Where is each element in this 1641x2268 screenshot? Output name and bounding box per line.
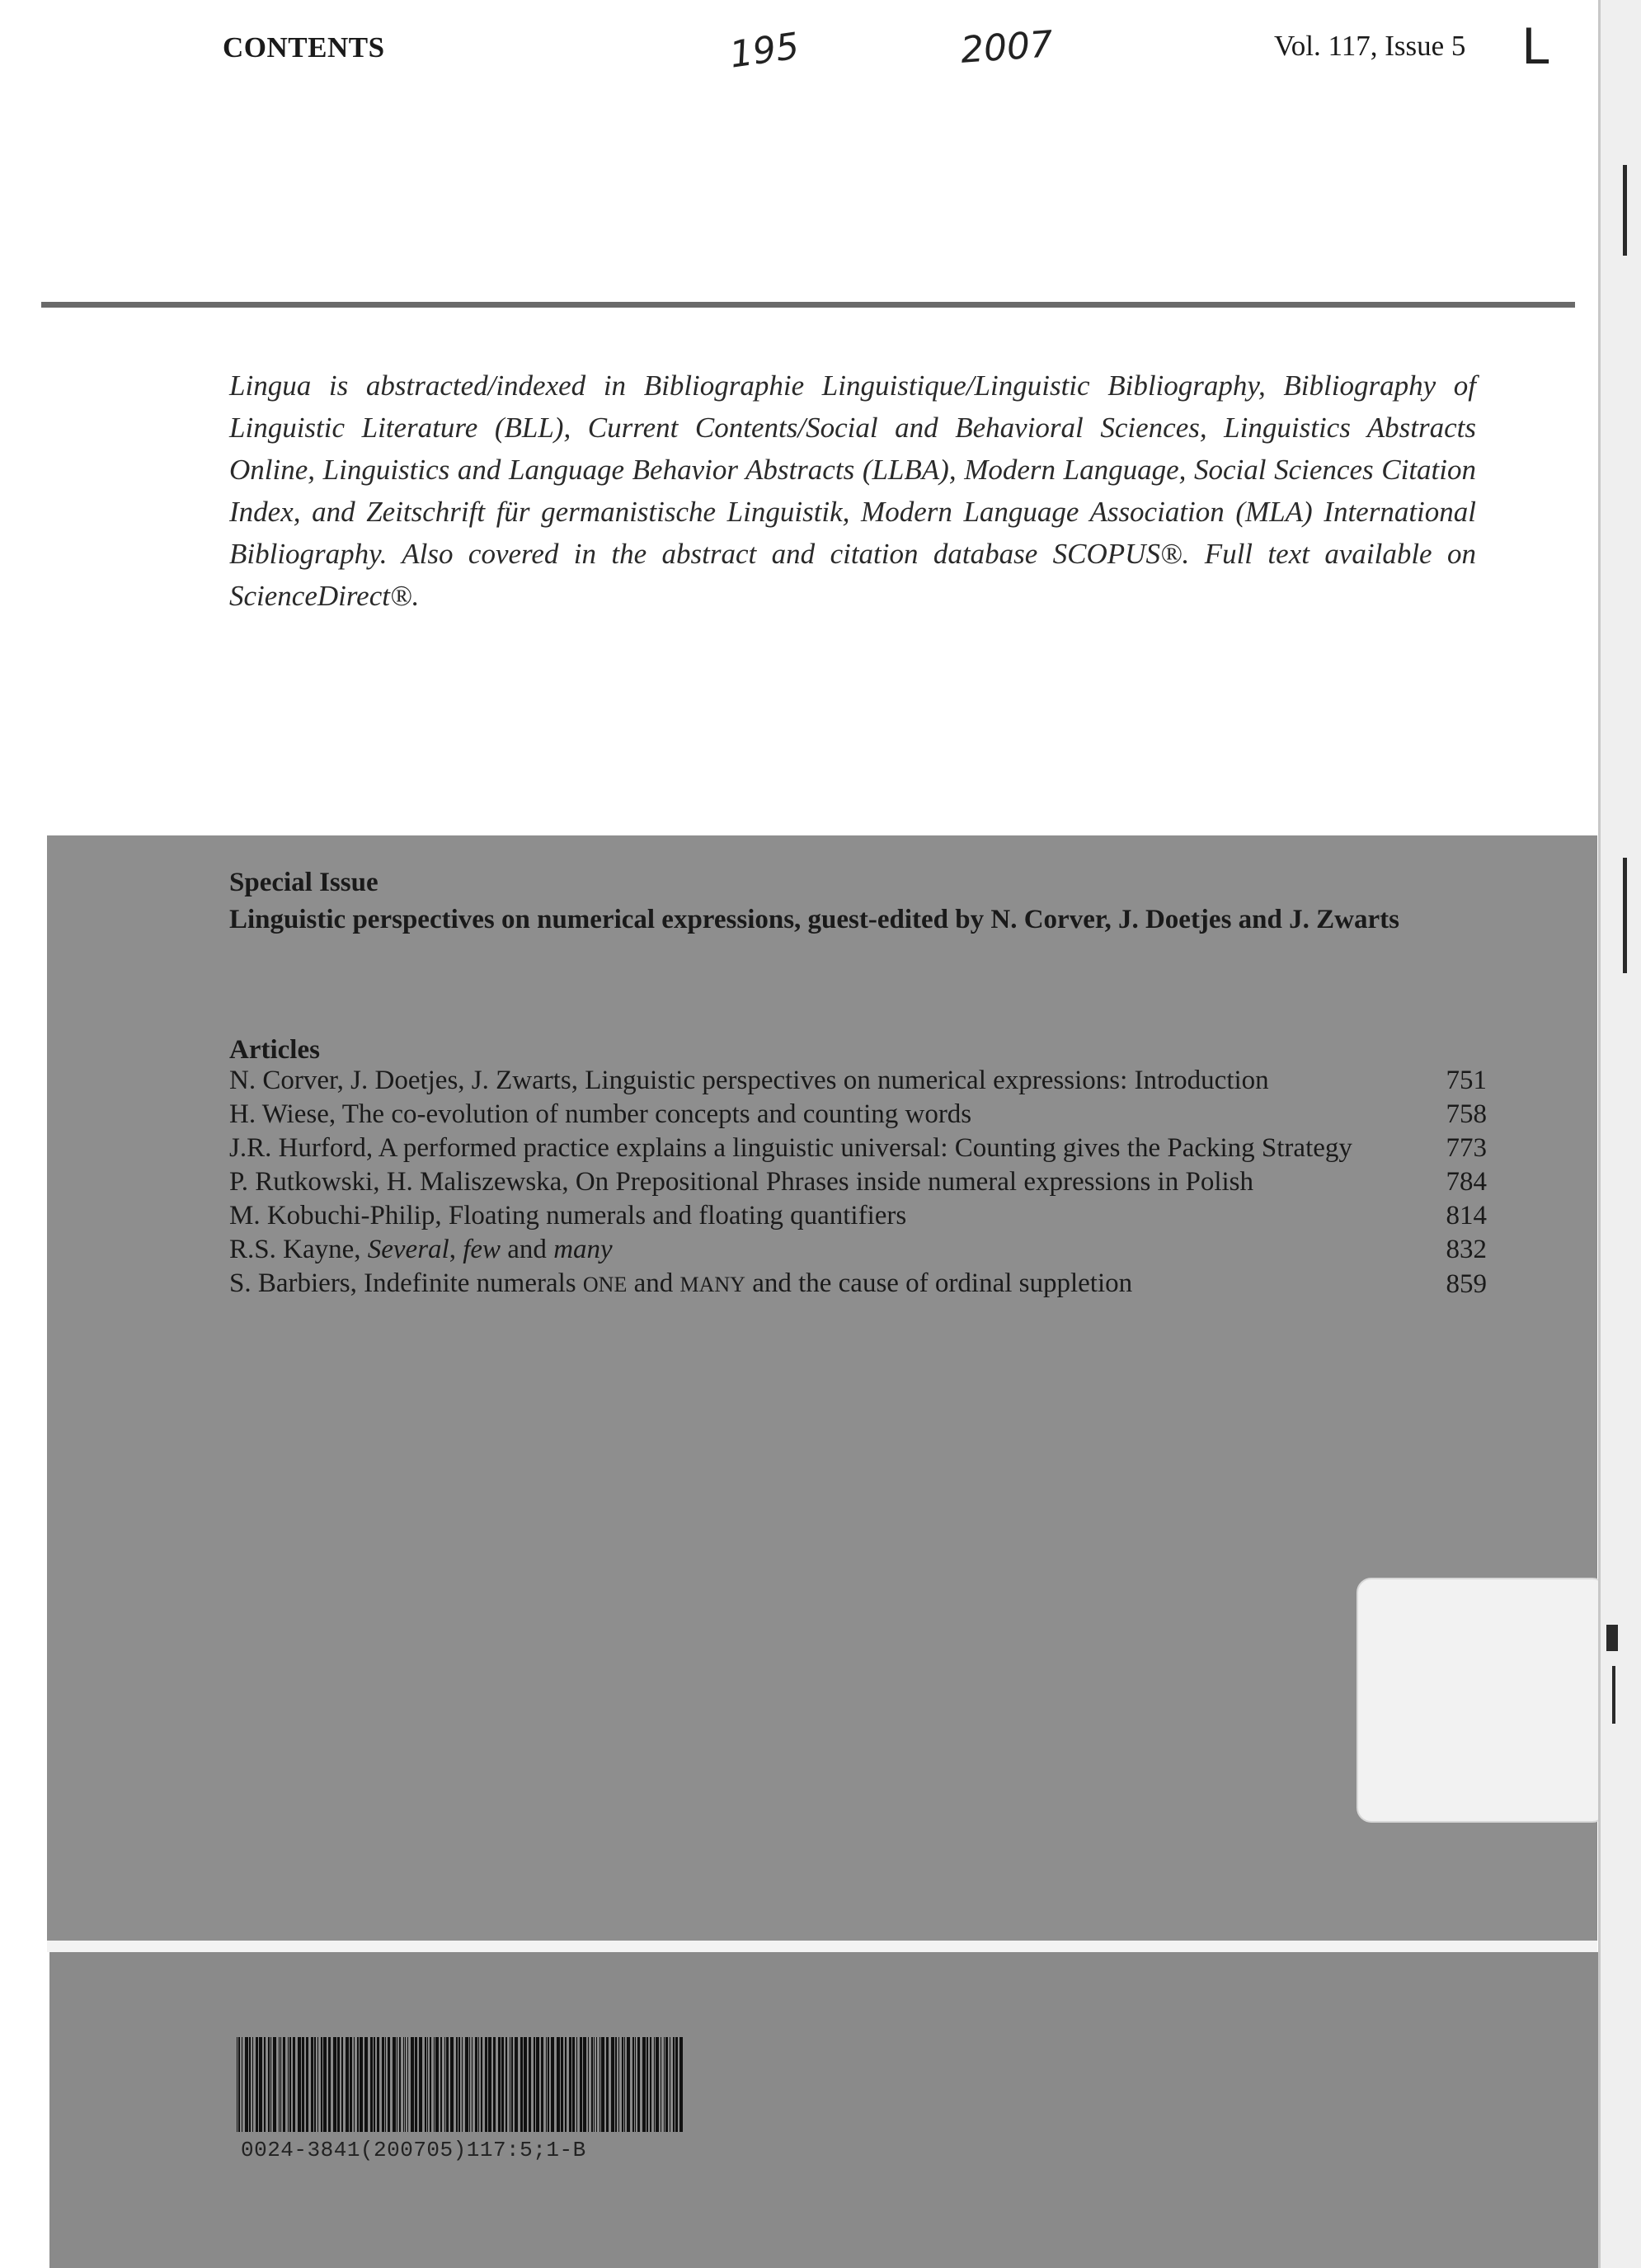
barcode-bar xyxy=(580,2037,582,2132)
barcode-bar xyxy=(444,2037,445,2132)
barcode-bar xyxy=(485,2037,487,2132)
contents-heading: CONTENTS xyxy=(223,31,385,64)
barcode-bar xyxy=(328,2037,331,2132)
article-entry[interactable] xyxy=(229,1064,1487,1098)
barcode-bar xyxy=(354,2037,355,2132)
barcode-bar xyxy=(430,2037,431,2132)
barcode-bar xyxy=(551,2037,554,2132)
barcode-bar xyxy=(388,2037,390,2132)
barcode-bar xyxy=(450,2037,454,2132)
barcode-bar xyxy=(289,2037,291,2132)
barcode-bar xyxy=(446,2037,449,2132)
barcode-bar xyxy=(462,2037,463,2132)
barcode-bar xyxy=(583,2037,586,2132)
barcode-bar xyxy=(557,2037,560,2132)
article-title: J.R. Hurford, A performed practice explains a linguistic universal: Counting gives the Packing Strategy xyxy=(229,1133,1352,1163)
barcode-bar xyxy=(288,2037,289,2132)
article-title: N. Corver, J. Doetjes, J. Zwarts, Linguistic perspectives on numerical expressions: Introduction xyxy=(229,1066,1269,1095)
barcode-bar xyxy=(270,2037,271,2132)
barcode-bar xyxy=(411,2037,414,2132)
article-entry[interactable] xyxy=(229,1098,1487,1132)
article-page: 814 xyxy=(1446,1201,1487,1230)
barcode-bar xyxy=(415,2037,417,2132)
barcode-bar xyxy=(280,2037,281,2132)
barcode-bar xyxy=(337,2037,340,2132)
barcode-bar xyxy=(615,2037,617,2132)
barcode-bar xyxy=(493,2037,496,2132)
article-title: H. Wiese, The co-evolution of number concepts and counting words xyxy=(229,1099,972,1129)
barcode-bar xyxy=(520,2037,523,2132)
library-label-sticker xyxy=(1357,1578,1607,1823)
barcode-bar xyxy=(588,2037,589,2132)
panel-divider xyxy=(47,1941,1597,1952)
barcode-bar xyxy=(333,2037,336,2132)
barcode-bar xyxy=(650,2037,651,2132)
barcode-bar xyxy=(399,2037,401,2132)
barcode-bar xyxy=(419,2037,422,2132)
barcode-bar xyxy=(427,2037,428,2132)
barcode-bar xyxy=(317,2037,318,2132)
barcode-bar xyxy=(465,2037,468,2132)
barcode-bar xyxy=(382,2037,384,2132)
barcode-bar xyxy=(323,2037,327,2132)
barcode-bar xyxy=(360,2037,363,2132)
barcode-bar xyxy=(511,2037,513,2132)
barcode-bar xyxy=(632,2037,634,2132)
barcode-bar xyxy=(505,2037,507,2132)
barcode-bar xyxy=(478,2037,479,2132)
barcode-bar xyxy=(561,2037,563,2132)
barcode-bar xyxy=(268,2037,270,2132)
barcode-bar xyxy=(569,2037,571,2132)
barcode-bar xyxy=(536,2037,539,2132)
barcode-bar xyxy=(635,2037,636,2132)
barcode-bar xyxy=(407,2037,408,2132)
special-issue-label: Special Issue xyxy=(229,868,379,897)
barcode-bar xyxy=(435,2037,439,2132)
barcode-bar xyxy=(259,2037,262,2132)
barcode-bar xyxy=(314,2037,316,2132)
spine-mark xyxy=(1623,165,1627,256)
barcode-bar xyxy=(665,2037,668,2132)
volume-issue: Vol. 117, Issue 5 xyxy=(1274,30,1466,62)
barcode-bar xyxy=(501,2037,504,2132)
article-page: 773 xyxy=(1446,1133,1487,1163)
barcode-bar xyxy=(541,2037,543,2132)
barcode-bar xyxy=(546,2037,547,2132)
header-divider xyxy=(41,302,1575,308)
barcode-bar xyxy=(591,2037,593,2132)
handwritten-note: 2007 xyxy=(959,23,1055,72)
barcode-bar xyxy=(654,2037,655,2132)
barcode-bar xyxy=(601,2037,604,2132)
barcode-bar xyxy=(346,2037,349,2132)
barcode-bar xyxy=(279,2037,280,2132)
article-page: 784 xyxy=(1446,1167,1487,1197)
barcode-bar xyxy=(565,2037,567,2132)
barcode-bar xyxy=(534,2037,535,2132)
barcode-bar xyxy=(298,2037,301,2132)
indexing-note: Lingua is abstracted/indexed in Bibliographie Linguistique/Linguistic Bibliography, Bibliography of Linguistic Literature (BLL), Current Contents/Social and Behavioral Sciences, Linguistics Abstracts Online, Linguistics and Language Behavior Abstracts (LLBA), Modern Language, Social Sciences Citation Index, and Zeitschrift für germanistische Linguistik, Modern Language Association (MLA) International Bibliography. Also covered in the abstract and citation database SCOPUS®. Full text available on ScienceDirect®. xyxy=(229,369,1476,612)
barcode-bar xyxy=(252,2037,253,2132)
barcode-bar xyxy=(458,2037,460,2132)
barcode xyxy=(237,2037,686,2132)
barcode-bar xyxy=(302,2037,304,2132)
spine-edge xyxy=(1598,0,1641,2268)
barcode-bar xyxy=(611,2037,614,2132)
barcode-bar xyxy=(425,2037,426,2132)
article-page: 832 xyxy=(1446,1235,1487,1264)
barcode-bar xyxy=(622,2037,623,2132)
barcode-bar xyxy=(341,2037,343,2132)
barcode-bar xyxy=(456,2037,458,2132)
barcode-bar xyxy=(306,2037,308,2132)
article-title: R.S. Kayne, Several, few and many xyxy=(229,1235,613,1264)
barcode-bar xyxy=(679,2037,683,2132)
barcode-bar xyxy=(481,2037,482,2132)
article-entry[interactable] xyxy=(229,1132,1487,1165)
barcode-bar xyxy=(673,2037,675,2132)
article-entry[interactable] xyxy=(229,1233,1487,1267)
article-list xyxy=(229,1064,1487,1301)
barcode-bar xyxy=(642,2037,646,2132)
barcode-bar xyxy=(576,2037,577,2132)
barcode-bar xyxy=(238,2037,240,2132)
barcode-bar xyxy=(311,2037,313,2132)
barcode-bar xyxy=(529,2037,531,2132)
barcode-bar xyxy=(618,2037,619,2132)
article-title: S. Barbiers, Indefinite numerals ONE and MANY and the cause of ordinal suppletion xyxy=(229,1268,1133,1298)
barcode-bar xyxy=(374,2037,375,2132)
barcode-bar xyxy=(357,2037,359,2132)
barcode-bar xyxy=(364,2037,368,2132)
barcode-number: 0024-3841(200705)117:5;1-B xyxy=(241,2138,586,2162)
handwritten-note: L xyxy=(1521,18,1549,76)
barcode-bar xyxy=(393,2037,396,2132)
barcode-bar xyxy=(273,2037,276,2132)
barcode-bar xyxy=(293,2037,295,2132)
special-issue-title: Linguistic perspectives on numerical expressions, guest-edited by N. Corver, J. Doetjes and J. Zwarts xyxy=(229,905,1399,934)
spine-mark xyxy=(1623,858,1627,973)
barcode-bar xyxy=(469,2037,470,2132)
barcode-bar xyxy=(515,2037,518,2132)
barcode-bar xyxy=(548,2037,549,2132)
article-entry[interactable] xyxy=(229,1165,1487,1199)
barcode-bar xyxy=(283,2037,285,2132)
barcode-bar xyxy=(498,2037,501,2132)
barcode-bar xyxy=(403,2037,404,2132)
barcode-bar xyxy=(637,2037,640,2132)
barcode-bar xyxy=(472,2037,473,2132)
articles-heading: Articles xyxy=(229,1035,320,1065)
barcode-bar xyxy=(488,2037,491,2132)
article-title: M. Kobuchi-Philip, Floating numerals and floating quantifiers xyxy=(229,1201,907,1230)
barcode-bar xyxy=(264,2037,266,2132)
barcode-bar xyxy=(350,2037,352,2132)
barcode-bar xyxy=(440,2037,442,2132)
article-title: P. Rutkowski, H. Maliszewska, On Prepositional Phrases inside numeral expressions in Polish xyxy=(229,1167,1254,1197)
barcode-bar xyxy=(647,2037,648,2132)
article-entry[interactable] xyxy=(229,1199,1487,1233)
article-page: 751 xyxy=(1446,1066,1487,1095)
article-entry[interactable] xyxy=(229,1267,1487,1301)
barcode-bar xyxy=(664,2037,665,2132)
barcode-bar xyxy=(377,2037,379,2132)
barcode-bar xyxy=(656,2037,659,2132)
article-page: 859 xyxy=(1446,1269,1487,1299)
barcode-bar xyxy=(624,2037,625,2132)
barcode-bar xyxy=(245,2037,248,2132)
spine-mark xyxy=(1606,1625,1618,1651)
barcode-bar xyxy=(675,2037,678,2132)
barcode-bar xyxy=(524,2037,527,2132)
barcode-bar xyxy=(321,2037,322,2132)
spine-mark xyxy=(1612,1666,1615,1724)
barcode-bar xyxy=(596,2037,597,2132)
barcode-bar xyxy=(475,2037,477,2132)
barcode-bar xyxy=(606,2037,609,2132)
barcode-bar xyxy=(434,2037,435,2132)
barcode-bar xyxy=(594,2037,595,2132)
barcode-bar xyxy=(256,2037,258,2132)
handwritten-note: 195 xyxy=(726,25,802,77)
barcode-bar xyxy=(385,2037,386,2132)
barcode-bar xyxy=(370,2037,373,2132)
barcode-bar xyxy=(249,2037,251,2132)
barcode-bar xyxy=(627,2037,630,2132)
barcode-bar xyxy=(572,2037,575,2132)
barcode-bar xyxy=(405,2037,406,2132)
article-page: 758 xyxy=(1446,1099,1487,1129)
